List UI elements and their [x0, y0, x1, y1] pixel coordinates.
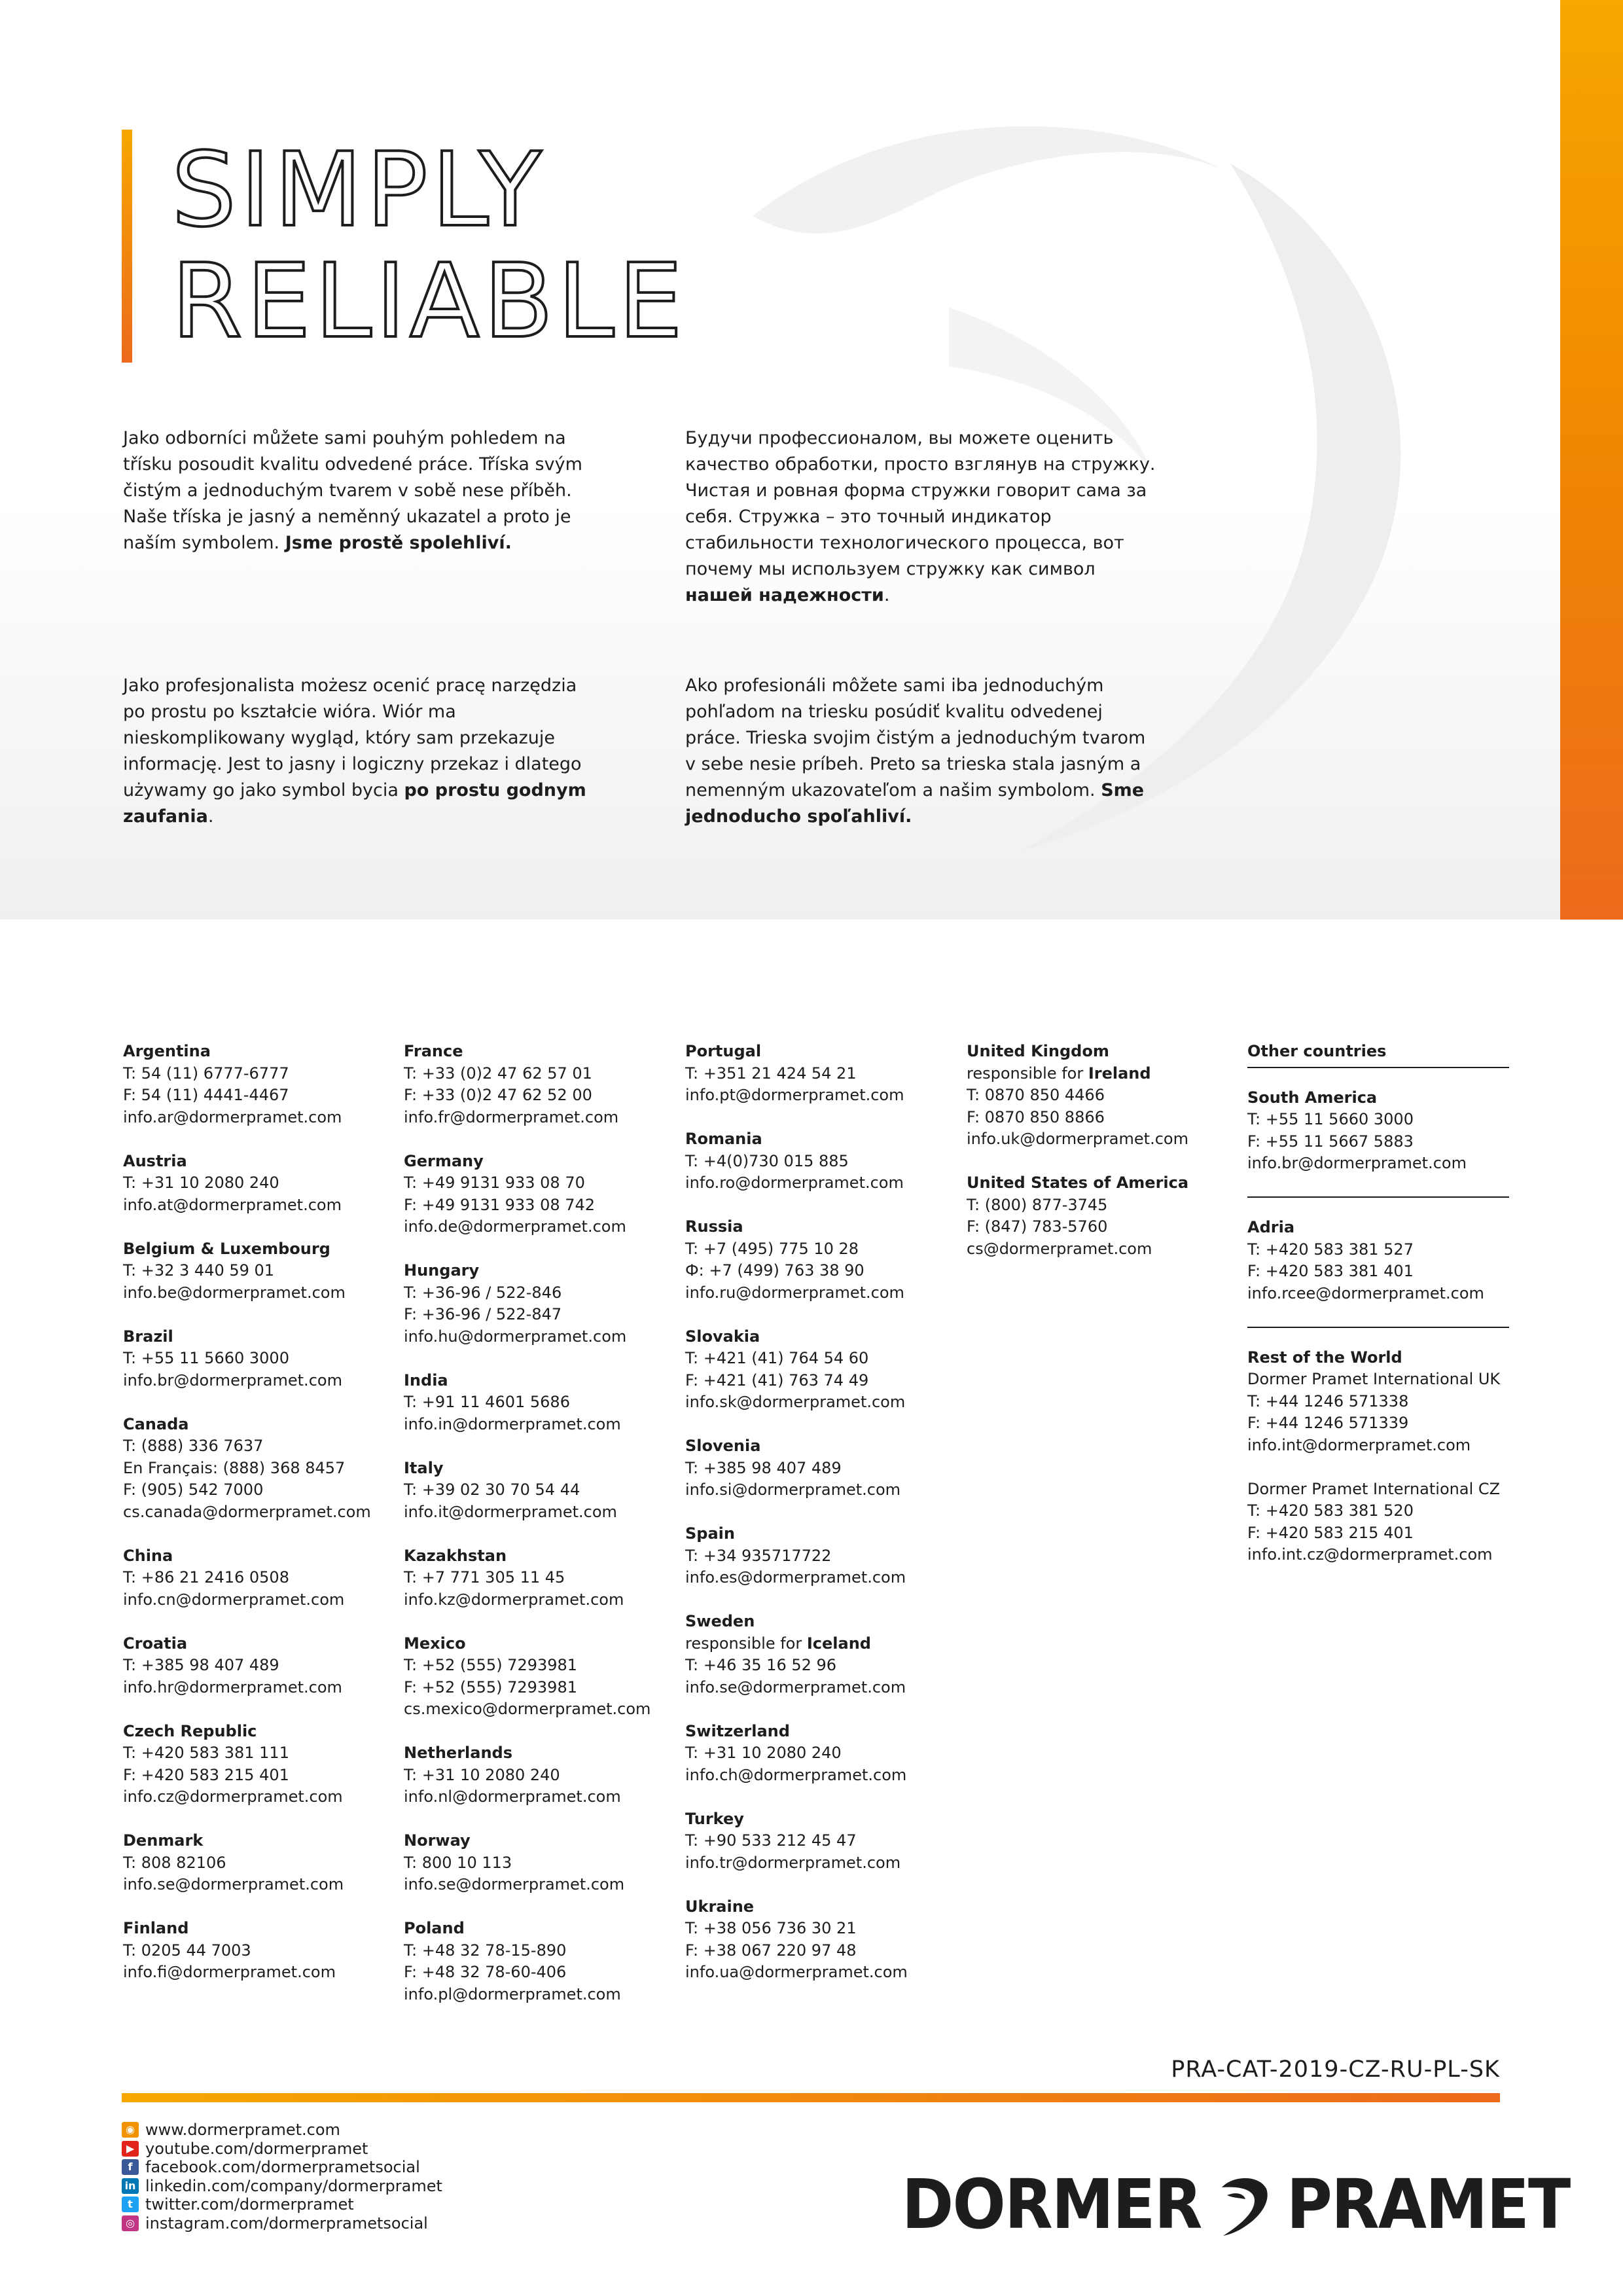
contact-country-name: United States of America	[967, 1174, 1189, 1192]
contact-email[interactable]: info.pt@dormerpramet.com	[685, 1086, 904, 1104]
contact-line: F: +420 583 215 401	[1247, 1523, 1414, 1542]
contact-line: Dormer Pramet International UK	[1247, 1370, 1501, 1388]
contact-entry	[123, 1326, 385, 1392]
contacts-column-1	[123, 1041, 385, 2005]
contact-country-name: Portugal	[685, 1042, 762, 1060]
contact-entry	[123, 1830, 385, 1896]
contact-line: F: +44 1246 571339	[1247, 1414, 1409, 1432]
orange-side-bar	[1560, 0, 1623, 920]
contact-country-name: South America	[1247, 1088, 1378, 1107]
contact-line: T: +385 98 407 489	[123, 1656, 279, 1674]
contact-entry	[123, 1238, 385, 1304]
facebook-icon: f	[122, 2159, 139, 2175]
dormer-pramet-logo	[889, 2164, 1582, 2244]
contact-entry	[404, 1260, 666, 1348]
divider	[1247, 1196, 1509, 1198]
contact-email[interactable]: info.si@dormerpramet.com	[685, 1480, 901, 1499]
contact-line: T: 54 (11) 6777-6777	[123, 1064, 289, 1083]
contact-responsibility: responsible for Iceland	[685, 1634, 871, 1653]
contact-entry	[1247, 1347, 1509, 1457]
linkedin-icon: in	[122, 2178, 139, 2194]
contact-country-name: Germany	[404, 1151, 484, 1170]
contact-line: T: +33 (0)2 47 62 57 01	[404, 1064, 592, 1083]
contact-line: F: +420 583 381 401	[1247, 1262, 1414, 1280]
contact-email[interactable]: info.fi@dormerpramet.com	[123, 1963, 336, 1981]
contact-entry	[404, 1370, 666, 1436]
contact-email[interactable]: info.hu@dormerpramet.com	[404, 1327, 627, 1346]
contact-line: T: +7 771 305 11 45	[404, 1568, 565, 1587]
contact-email[interactable]: info.at@dormerpramet.com	[123, 1195, 342, 1214]
contact-email[interactable]: info.cz@dormerpramet.com	[123, 1787, 343, 1806]
contact-line: T: +52 (555) 7293981	[404, 1656, 578, 1674]
contact-email[interactable]: info.fr@dormerpramet.com	[404, 1107, 619, 1126]
contact-entry	[123, 1545, 385, 1611]
youtube-icon: ▶	[122, 2141, 139, 2157]
contact-line: En Français: (888) 368 8457	[123, 1458, 346, 1477]
contact-line: T: +31 10 2080 240	[685, 1744, 842, 1762]
catalogue-code: PRA-CAT-2019-CZ-RU-PL-SK	[1171, 2056, 1500, 2083]
logo-chip-icon	[1218, 2173, 1270, 2236]
contact-country-name: Hungary	[404, 1261, 480, 1280]
contact-entry	[685, 1128, 947, 1194]
contact-entry	[685, 1523, 947, 1589]
contact-email[interactable]: info.ar@dormerpramet.com	[123, 1107, 342, 1126]
contact-email[interactable]: info.cn@dormerpramet.com	[123, 1590, 345, 1609]
web-icon: ◉	[122, 2122, 139, 2138]
other-countries-heading: Other countries	[1247, 1042, 1387, 1060]
contact-entry	[404, 1545, 666, 1611]
contact-line: T: +39 02 30 70 54 44	[404, 1480, 580, 1499]
contact-country-name: Sweden	[685, 1612, 755, 1630]
contact-line: F: 54 (11) 4441-4467	[123, 1086, 289, 1104]
social-link-facebook[interactable]	[122, 2158, 442, 2177]
contact-entry	[404, 1151, 666, 1238]
title-accent-bar	[122, 130, 132, 363]
logo-word-dormer: DORMER	[901, 2164, 1202, 2244]
contact-entry	[123, 1918, 385, 1984]
contact-line: T: +31 10 2080 240	[404, 1765, 560, 1784]
contact-country-name: Slovakia	[685, 1327, 760, 1346]
contact-entry	[404, 1633, 666, 1721]
contact-entry	[1247, 1087, 1509, 1175]
contact-email[interactable]: cs@dormerpramet.com	[967, 1239, 1152, 1258]
social-link-text: www.dormerpramet.com	[145, 2121, 340, 2139]
contact-email[interactable]: cs.canada@dormerpramet.com	[123, 1502, 371, 1521]
contact-entry	[404, 1041, 666, 1128]
contact-country-name: Denmark	[123, 1831, 204, 1850]
contact-line: T: +34 935717722	[685, 1546, 832, 1565]
social-link-twitter[interactable]	[122, 2195, 442, 2214]
contact-country-name: Poland	[404, 1919, 465, 1937]
social-link-text: linkedin.com/company/dormerpramet	[145, 2176, 442, 2195]
paragraph-slovak: Ako profesionáli môžete sami iba jednoduchým pohľadom na triesku posúdiť kvalitu odvedenej práce. Trieska svojim čistým a jednoduchým tvarom v sebe nesie príbeh. Preto sa trieska stala jasným a nemenným ukazovateľom a našim symbolom. Sme jednoducho spoľahliví.	[685, 675, 1146, 827]
social-link-instagram[interactable]	[122, 2214, 442, 2233]
contact-line: T: +421 (41) 764 54 60	[685, 1349, 869, 1367]
contact-country-name: Romania	[685, 1130, 762, 1148]
contact-email[interactable]: info.rcee@dormerpramet.com	[1247, 1283, 1484, 1302]
social-link-youtube[interactable]	[122, 2140, 442, 2159]
contact-email[interactable]: info.br@dormerpramet.com	[123, 1371, 342, 1390]
social-links	[122, 2121, 442, 2233]
contact-country-name: France	[404, 1042, 463, 1060]
contact-country-name: Adria	[1247, 1218, 1295, 1236]
contact-line: T: +420 583 381 111	[123, 1744, 289, 1762]
contact-country-name: Austria	[123, 1151, 187, 1170]
contact-country-name: Spain	[685, 1524, 735, 1543]
contact-line: T: +46 35 16 52 96	[685, 1656, 837, 1674]
contact-line: T: +4(0)730 015 885	[685, 1151, 849, 1170]
contact-entry	[967, 1172, 1228, 1260]
contact-country-name: Mexico	[404, 1634, 466, 1653]
contact-email[interactable]: info.int@dormerpramet.com	[1247, 1435, 1471, 1454]
contact-entry	[1247, 1479, 1509, 1566]
contact-email[interactable]: info.int.cz@dormerpramet.com	[1247, 1545, 1493, 1564]
contact-country-name: India	[404, 1371, 448, 1390]
contact-line: T: +385 98 407 489	[685, 1458, 842, 1477]
contact-country-name: China	[123, 1546, 173, 1565]
contact-email[interactable]: info.hr@dormerpramet.com	[123, 1677, 342, 1696]
contacts-column-3	[685, 1041, 947, 2005]
contact-country-name: Canada	[123, 1414, 189, 1433]
contact-email[interactable]: cs.mexico@dormerpramet.com	[404, 1700, 651, 1718]
social-link-linkedin[interactable]	[122, 2177, 442, 2196]
contact-country-name: Belgium & Luxembourg	[123, 1239, 330, 1258]
contact-email[interactable]: info.kz@dormerpramet.com	[404, 1590, 624, 1609]
contact-line: T: 0870 850 4466	[967, 1086, 1105, 1104]
page-title	[171, 130, 687, 361]
contact-entry	[404, 1742, 666, 1808]
contact-line: T: +90 533 212 45 47	[685, 1831, 857, 1850]
contact-line: F: +36-96 / 522-847	[404, 1305, 562, 1323]
contact-line: F: +38 067 220 97 48	[685, 1941, 857, 1960]
contact-entry	[404, 1458, 666, 1524]
contact-country-name: Croatia	[123, 1634, 188, 1653]
contact-line: T: +55 11 5660 3000	[1247, 1110, 1414, 1128]
contact-country-name: Argentina	[123, 1042, 211, 1060]
contact-line: F: +55 11 5667 5883	[1247, 1132, 1414, 1151]
contact-line: T: +420 583 381 520	[1247, 1501, 1414, 1520]
contact-line: F: +52 (555) 7293981	[404, 1677, 577, 1696]
contact-line: T: +48 32 78-15-890	[404, 1941, 567, 1960]
contact-entry	[685, 1326, 947, 1414]
contact-country-name: United Kingdom	[967, 1042, 1109, 1060]
contact-entry	[123, 1414, 385, 1524]
contact-entry	[685, 1216, 947, 1304]
contact-country-name: Turkey	[685, 1809, 744, 1828]
contacts-column-4	[967, 1041, 1228, 1282]
contact-line: F: +420 583 215 401	[123, 1765, 289, 1784]
contact-line: T: (888) 336 7637	[123, 1437, 264, 1455]
contact-email[interactable]: info.de@dormerpramet.com	[404, 1217, 626, 1236]
twitter-icon: t	[122, 2197, 139, 2212]
contact-line: T: +38 056 736 30 21	[685, 1919, 857, 1937]
contact-email[interactable]: info.es@dormerpramet.com	[685, 1568, 906, 1587]
contact-email[interactable]: info.ro@dormerpramet.com	[685, 1174, 904, 1192]
paragraph-polish: Jako profesjonalista możesz ocenić pracę narzędzia po prostu po kształcie wióra. Wiór ma nieskomplikowany wygląd, który sam przekazuje informację. Jest to jasny i logiczny przekaz i dlatego używamy go jako symbol bycia po prostu godnym zaufania.	[123, 675, 586, 827]
contact-email[interactable]: info.sk@dormerpramet.com	[685, 1393, 906, 1411]
social-link-text: instagram.com/dormerprametsocial	[145, 2214, 428, 2233]
contact-country-name: Finland	[123, 1919, 189, 1937]
contact-line: T: +36-96 / 522-846	[404, 1283, 562, 1302]
contact-country-name: Ukraine	[685, 1897, 755, 1916]
contact-country-name: Czech Republic	[123, 1721, 257, 1740]
contact-country-name: Netherlands	[404, 1744, 513, 1762]
contact-line: F: +33 (0)2 47 62 52 00	[404, 1086, 592, 1104]
contact-line: Dormer Pramet International CZ	[1247, 1479, 1501, 1498]
contact-line: T: 0205 44 7003	[123, 1941, 251, 1960]
contact-line: T: (800) 877-3745	[967, 1195, 1108, 1214]
contact-email[interactable]: info.se@dormerpramet.com	[123, 1875, 344, 1893]
contact-email[interactable]: info.ch@dormerpramet.com	[685, 1765, 907, 1784]
contact-line: T: 808 82106	[123, 1853, 226, 1872]
contact-line: T: +31 10 2080 240	[123, 1174, 279, 1192]
footer-orange-line	[122, 2093, 1500, 2102]
contact-country-name: Russia	[685, 1217, 743, 1236]
contact-email[interactable]: info.be@dormerpramet.com	[123, 1283, 346, 1302]
contact-entry	[685, 1611, 947, 1698]
contact-entry	[685, 1808, 947, 1874]
contact-entry	[685, 1896, 947, 1984]
logo-word-pramet: PRAMET	[1287, 2164, 1570, 2244]
contact-line: F: (847) 783-5760	[967, 1217, 1108, 1236]
contact-email[interactable]: info.it@dormerpramet.com	[404, 1502, 617, 1521]
contact-entry	[1247, 1217, 1509, 1304]
contacts-column-2	[404, 1041, 666, 2028]
contact-email[interactable]: info.br@dormerpramet.com	[1247, 1154, 1467, 1172]
social-link-text: facebook.com/dormerprametsocial	[145, 2158, 420, 2176]
contact-line: T: +49 9131 933 08 70	[404, 1174, 585, 1192]
social-link-text: twitter.com/dormerpramet	[145, 2195, 354, 2214]
contact-line: T: +86 21 2416 0508	[123, 1568, 289, 1587]
contact-entry	[685, 1721, 947, 1787]
contact-email[interactable]: info.ua@dormerpramet.com	[685, 1963, 908, 1981]
social-link-web[interactable]	[122, 2121, 442, 2140]
contact-country-name: Rest of the World	[1247, 1348, 1402, 1367]
instagram-icon: ◎	[122, 2215, 139, 2231]
contact-line: T: +351 21 424 54 21	[685, 1064, 857, 1083]
contact-entry	[685, 1041, 947, 1107]
title-line-2: RELIABLE	[171, 242, 687, 361]
contact-line: T: 800 10 113	[404, 1853, 512, 1872]
contact-country-name: Italy	[404, 1458, 444, 1477]
title-line-1: SIMPLY	[171, 130, 546, 249]
contact-email[interactable]: info.in@dormerpramet.com	[404, 1414, 621, 1433]
contact-line: T: +32 3 440 59 01	[123, 1261, 275, 1280]
contact-line: F: (905) 542 7000	[123, 1480, 264, 1499]
divider	[1247, 1327, 1509, 1328]
contact-email[interactable]: info.uk@dormerpramet.com	[967, 1130, 1188, 1148]
contact-entry	[123, 1633, 385, 1699]
contact-entry	[967, 1041, 1228, 1151]
contact-entry	[123, 1041, 385, 1128]
contact-entry	[123, 1151, 385, 1217]
contact-line: F: +421 (41) 763 74 49	[685, 1371, 869, 1390]
contact-entry	[123, 1721, 385, 1808]
contact-line: T: +55 11 5660 3000	[123, 1349, 289, 1367]
contact-country-name: Switzerland	[685, 1721, 790, 1740]
contact-entry	[404, 1918, 666, 2005]
contact-entry	[685, 1435, 947, 1501]
social-link-text: youtube.com/dormerpramet	[145, 2139, 368, 2158]
contact-line: F: +49 9131 933 08 742	[404, 1195, 596, 1214]
contact-line: F: 0870 850 8866	[967, 1107, 1105, 1126]
contact-line: Ф: +7 (499) 763 38 90	[685, 1261, 865, 1280]
contacts-column-other	[1247, 1041, 1509, 1588]
contact-responsibility: responsible for Ireland	[967, 1064, 1151, 1083]
contact-country-name: Slovenia	[685, 1437, 761, 1455]
contact-email[interactable]: info.pl@dormerpramet.com	[404, 1984, 621, 2003]
divider	[1247, 1067, 1509, 1068]
contact-country-name: Kazakhstan	[404, 1546, 507, 1565]
contact-line: T: +420 583 381 527	[1247, 1240, 1414, 1259]
paragraph-czech: Jako odborníci můžete sami pouhým pohledem na třísku posoudit kvalitu odvedené práce. Tříska svým čistým a jednoduchým tvarem v sobě nese příběh. Naše tříska je jasný a neměnný ukazatel a proto je naším symbolem. Jsme prostě spolehliví.	[123, 428, 582, 553]
contact-email[interactable]: info.ru@dormerpramet.com	[685, 1283, 904, 1302]
contact-email[interactable]: info.se@dormerpramet.com	[685, 1677, 906, 1696]
contact-line: T: +7 (495) 775 10 28	[685, 1239, 859, 1258]
contact-line: T: +91 11 4601 5686	[404, 1393, 570, 1411]
contact-country-name: Norway	[404, 1831, 471, 1850]
contact-email[interactable]: info.se@dormerpramet.com	[404, 1875, 625, 1893]
contact-email[interactable]: info.nl@dormerpramet.com	[404, 1787, 621, 1806]
paragraph-russian: Будучи профессионалом, вы можете оценить качество обработки, просто взглянув на стружку. Чистая и ровная форма стружки говорит сама за себя. Стружка – это точный индикатор стабильности технологического процесса, вот почему мы используем стружку как символ нашей надежности.	[685, 428, 1156, 605]
contact-entry	[404, 1830, 666, 1896]
contact-line: F: +48 32 78-60-406	[404, 1963, 567, 1981]
contact-country-name: Brazil	[123, 1327, 173, 1346]
contact-email[interactable]: info.tr@dormerpramet.com	[685, 1853, 901, 1872]
contact-line: T: +44 1246 571338	[1247, 1391, 1409, 1410]
